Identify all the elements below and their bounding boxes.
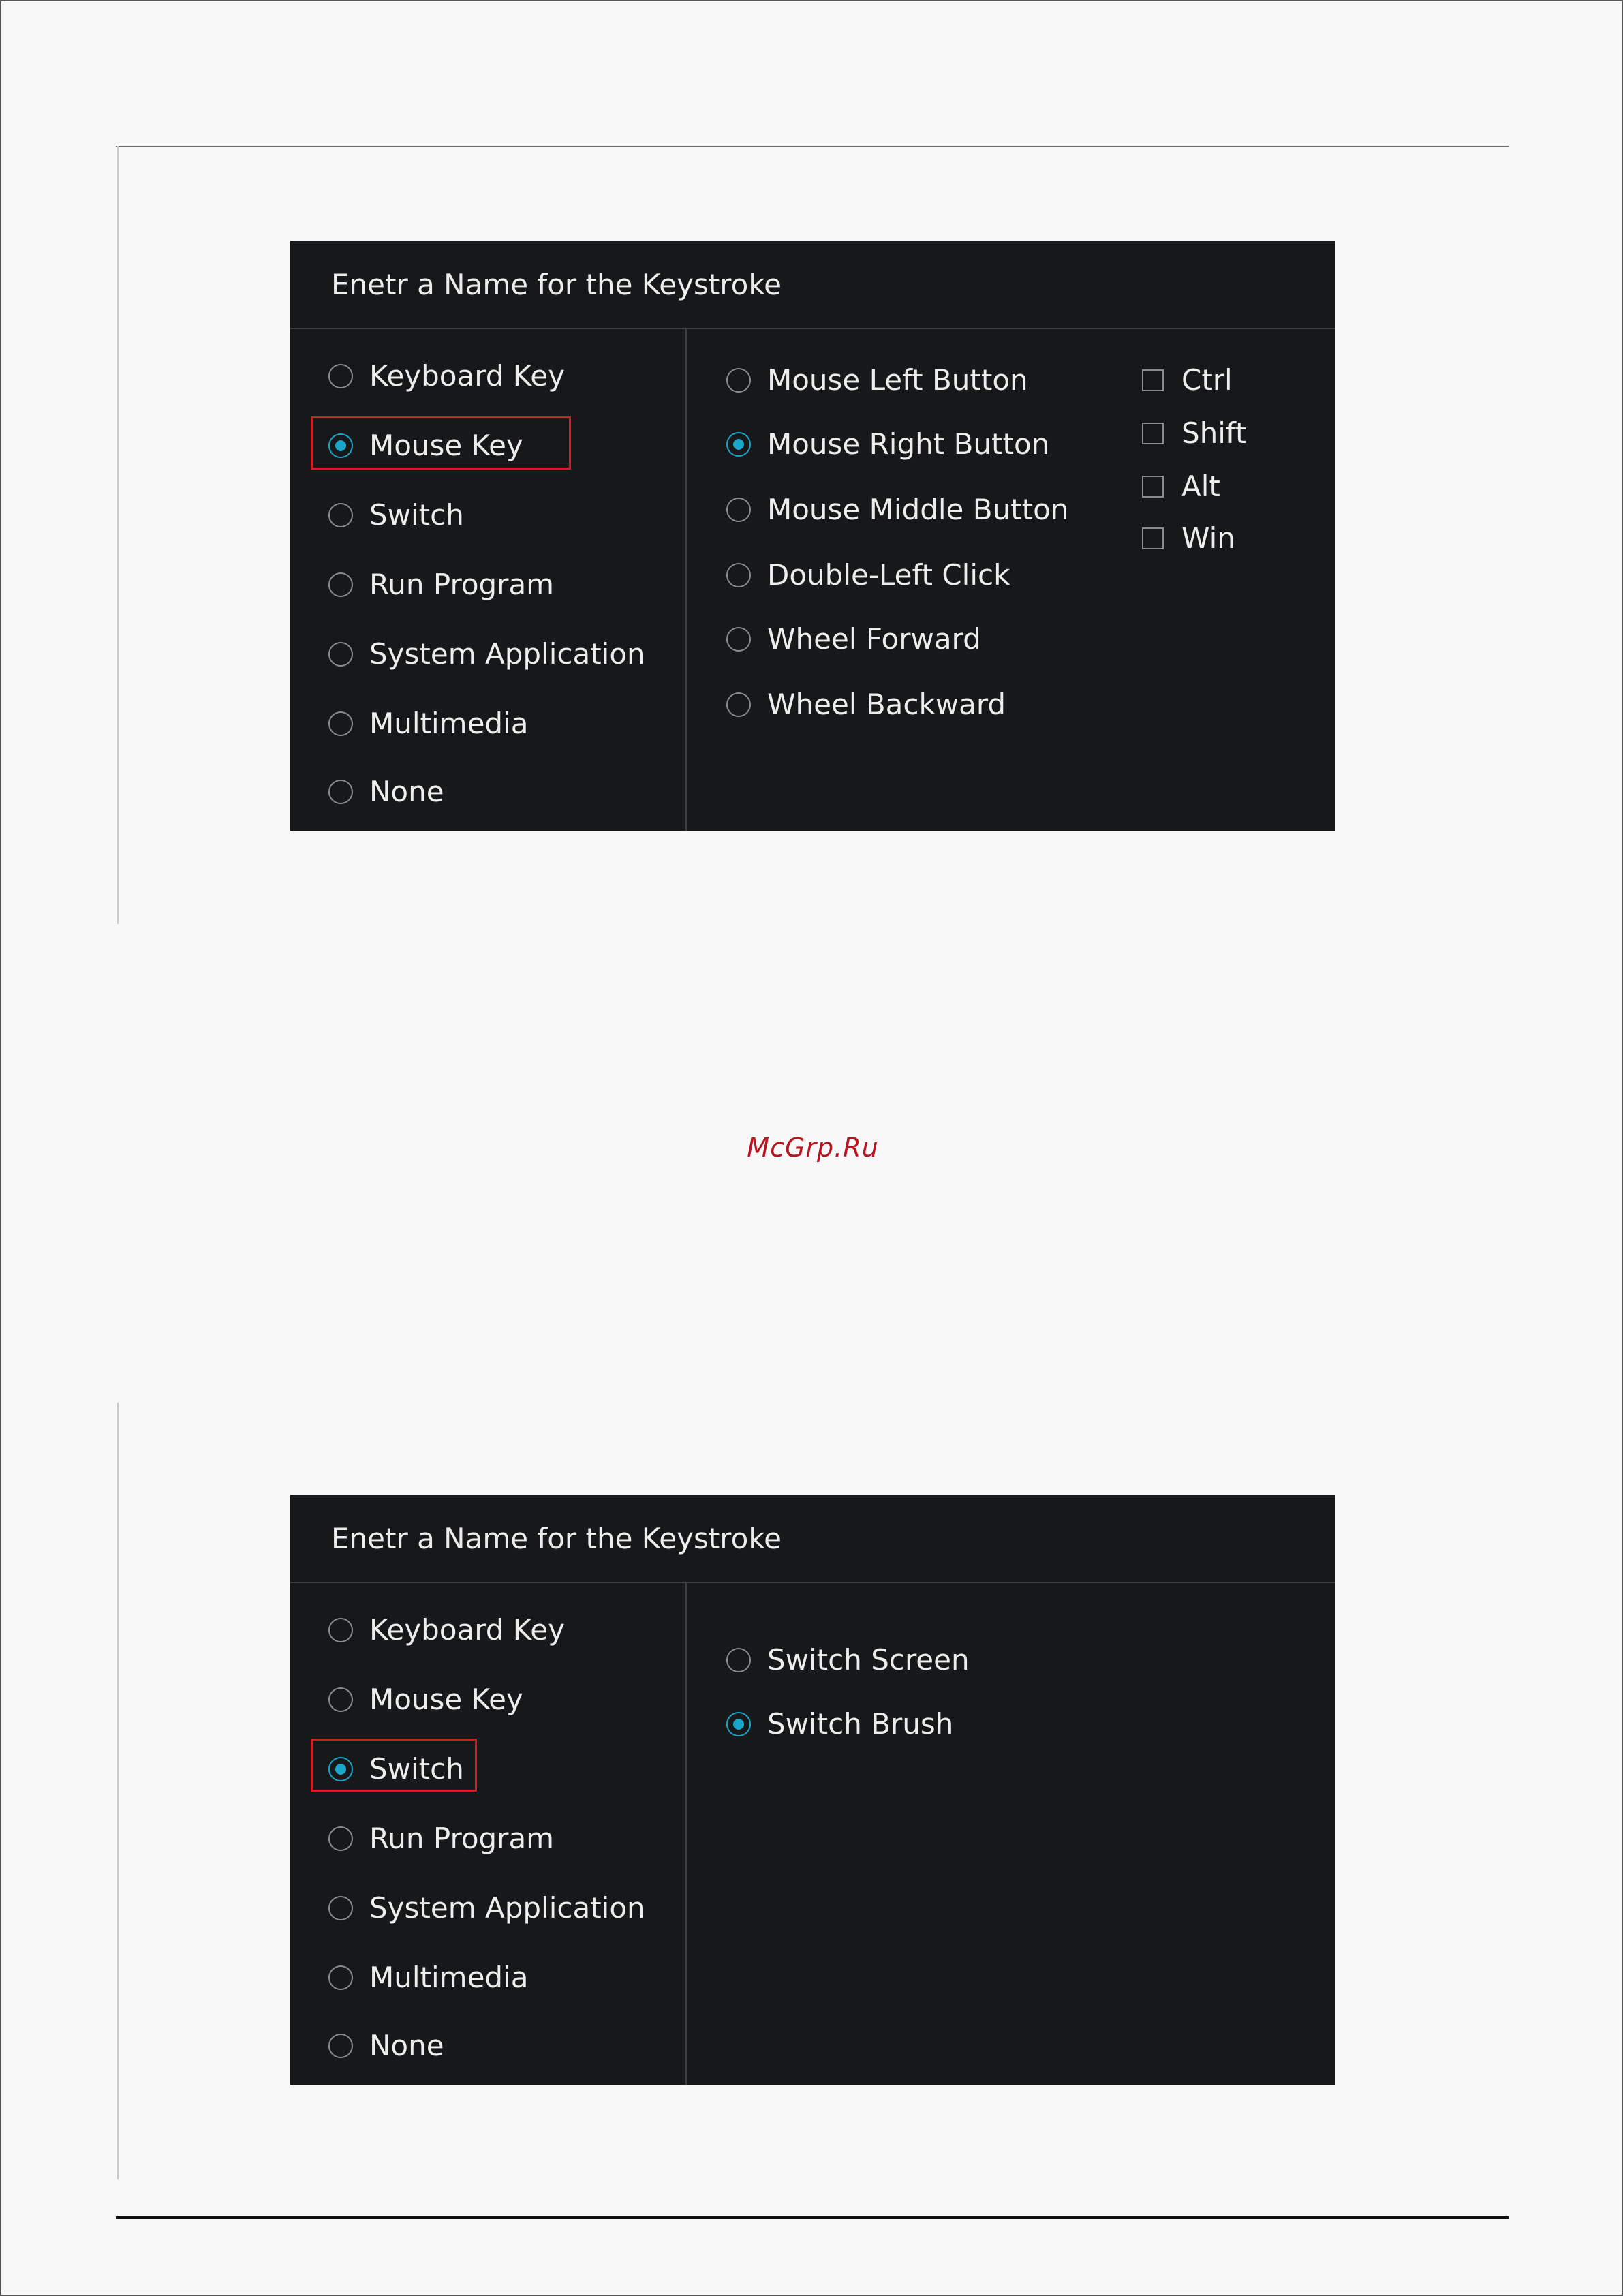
radio-system-application[interactable] — [328, 1891, 645, 1925]
radio-unselected-icon — [328, 1687, 353, 1712]
checkbox-icon — [1142, 423, 1164, 444]
radio-unselected-icon — [726, 692, 751, 717]
option-label: Keyboard Key — [369, 359, 565, 393]
checkbox-win[interactable] — [1142, 521, 1235, 555]
radio-unselected-icon — [328, 503, 353, 527]
column-divider — [685, 1583, 687, 2085]
radio-mouse-left-button[interactable] — [726, 363, 1028, 397]
radio-unselected-icon — [328, 2034, 353, 2058]
radio-unselected-icon — [726, 563, 751, 587]
radio-switch[interactable] — [328, 1752, 464, 1786]
option-label: Multimedia — [369, 1961, 529, 1994]
option-label: Switch Screen — [767, 1643, 970, 1677]
bottom-rule — [116, 2216, 1509, 2219]
option-label: None — [369, 775, 444, 808]
radio-keyboard-key[interactable] — [328, 1613, 565, 1647]
option-label: Multimedia — [369, 707, 529, 740]
checkbox-label: Shift — [1181, 416, 1247, 450]
checkbox-label: Ctrl — [1181, 363, 1233, 397]
option-label: Switch — [369, 498, 464, 532]
radio-unselected-icon — [328, 1826, 353, 1851]
column-divider — [685, 329, 687, 831]
left-margin-rule — [117, 1403, 119, 2179]
radio-multimedia[interactable] — [328, 707, 528, 740]
dialog-title: Enetr a Name for the Keystroke — [290, 241, 1335, 329]
radio-unselected-icon — [328, 1965, 353, 1990]
radio-mouse-right-button[interactable] — [726, 427, 1049, 461]
radio-run-program[interactable] — [328, 568, 554, 601]
option-label: Mouse Key — [369, 1683, 523, 1716]
option-label: System Application — [369, 637, 645, 671]
checkbox-label: Win — [1181, 521, 1235, 555]
radio-keyboard-key[interactable] — [328, 359, 565, 393]
radio-double-left-click[interactable] — [726, 558, 1010, 592]
radio-unselected-icon — [328, 364, 353, 388]
radio-selected-icon — [328, 433, 353, 458]
radio-multimedia[interactable] — [328, 1961, 528, 1994]
radio-unselected-icon — [726, 498, 751, 522]
radio-unselected-icon — [328, 572, 353, 597]
radio-unselected-icon — [328, 1896, 353, 1920]
option-label: Mouse Middle Button — [767, 493, 1069, 526]
radio-none[interactable] — [328, 2029, 444, 2062]
left-margin-rule — [117, 146, 119, 924]
option-label: Mouse Key — [369, 429, 523, 462]
option-label: Run Program — [369, 1822, 555, 1855]
radio-switch-screen[interactable] — [726, 1643, 970, 1677]
radio-none[interactable] — [328, 775, 444, 808]
dialog-title: Enetr a Name for the Keystroke — [290, 1495, 1335, 1583]
radio-mouse-key[interactable] — [328, 429, 523, 462]
option-label: Run Program — [369, 568, 555, 601]
radio-wheel-backward[interactable] — [726, 688, 1006, 721]
radio-system-application[interactable] — [328, 637, 645, 671]
radio-switch-brush[interactable] — [726, 1707, 953, 1741]
option-label: None — [369, 2029, 444, 2062]
dialog-body — [290, 329, 1335, 831]
radio-selected-icon — [726, 1712, 751, 1736]
option-label: Keyboard Key — [369, 1613, 565, 1647]
keystroke-dialog-mouse-key — [290, 241, 1335, 831]
radio-unselected-icon — [328, 711, 353, 736]
checkbox-shift[interactable] — [1142, 416, 1246, 450]
checkbox-icon — [1142, 369, 1164, 391]
top-rule — [116, 146, 1509, 147]
option-label: Wheel Forward — [767, 622, 981, 656]
option-label: Wheel Backward — [767, 688, 1006, 721]
radio-selected-icon — [726, 432, 751, 457]
option-label: System Application — [369, 1891, 645, 1925]
radio-unselected-icon — [726, 1648, 751, 1672]
dialog-body — [290, 1583, 1335, 2085]
checkbox-alt[interactable] — [1142, 470, 1220, 503]
option-label: Double-Left Click — [767, 558, 1010, 592]
radio-unselected-icon — [328, 1618, 353, 1642]
checkbox-icon — [1142, 527, 1164, 549]
option-label: Mouse Left Button — [767, 363, 1028, 397]
radio-switch[interactable] — [328, 498, 464, 532]
radio-unselected-icon — [726, 627, 751, 652]
radio-mouse-key[interactable] — [328, 1683, 523, 1716]
radio-run-program[interactable] — [328, 1822, 554, 1855]
option-label: Switch — [369, 1752, 464, 1786]
radio-wheel-forward[interactable] — [726, 622, 981, 656]
checkbox-label: Alt — [1181, 470, 1220, 503]
radio-selected-icon — [328, 1757, 353, 1781]
radio-mouse-middle-button[interactable] — [726, 493, 1068, 526]
checkbox-icon — [1142, 476, 1164, 498]
option-label: Switch Brush — [767, 1707, 954, 1741]
watermark: McGrp.Ru — [747, 1133, 879, 1163]
radio-unselected-icon — [328, 642, 353, 667]
option-label: Mouse Right Button — [767, 427, 1050, 461]
keystroke-dialog-switch — [290, 1495, 1335, 2085]
radio-unselected-icon — [328, 780, 353, 804]
radio-unselected-icon — [726, 368, 751, 393]
checkbox-ctrl[interactable] — [1142, 363, 1233, 397]
